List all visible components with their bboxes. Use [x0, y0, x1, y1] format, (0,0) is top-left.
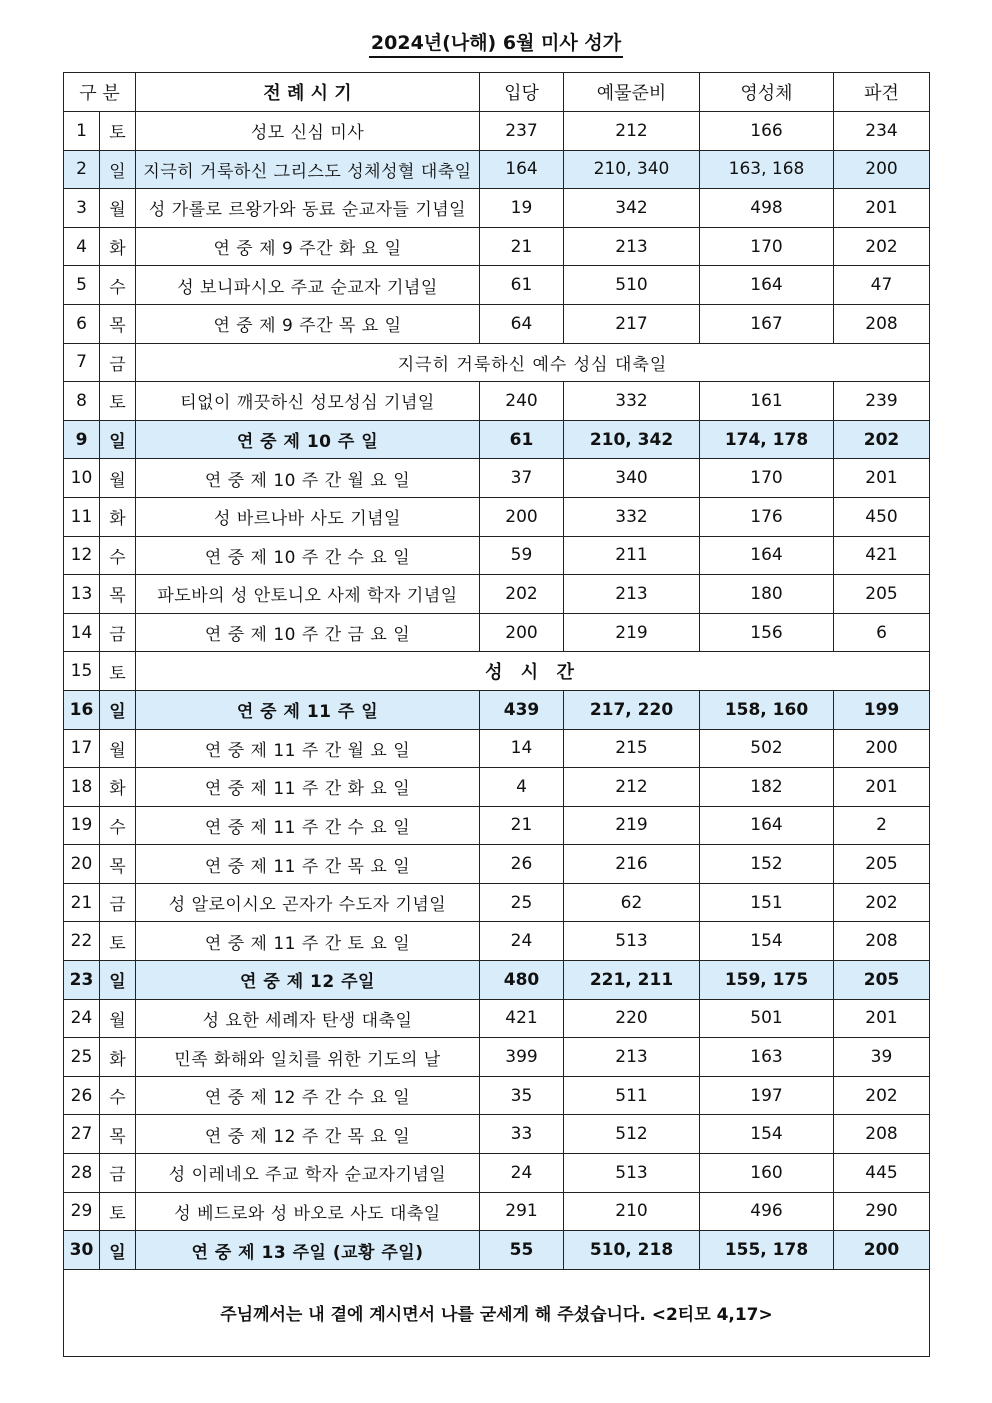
table-row: [64, 1192, 930, 1231]
table-row: [64, 266, 930, 305]
weekday-cell: 수: [100, 266, 136, 305]
offertory-cell: 342: [564, 189, 700, 228]
liturgy-cell: 성 요한 세례자 탄생 대축일: [136, 999, 480, 1038]
liturgy-cell: 민족 화해와 일치를 위한 기도의 날: [136, 1038, 480, 1077]
table-row: [64, 768, 930, 807]
offertory-cell: 510, 218: [564, 1231, 700, 1270]
dismissal-cell: 47: [834, 266, 930, 305]
entrance-cell: 24: [480, 1154, 564, 1193]
weekday-cell: 일: [100, 1231, 136, 1270]
dismissal-cell: 202: [834, 227, 930, 266]
day-cell: 14: [64, 613, 100, 652]
entrance-cell: 200: [480, 497, 564, 536]
day-cell: 15: [64, 652, 100, 691]
liturgy-cell: 성모 신심 미사: [136, 112, 480, 151]
day-cell: 10: [64, 459, 100, 498]
header-row: [64, 73, 930, 112]
entrance-cell: 21: [480, 806, 564, 845]
entrance-cell: 35: [480, 1076, 564, 1115]
liturgy-cell: 연 중 제 10 주 간 수 요 일: [136, 536, 480, 575]
weekday-cell: 토: [100, 382, 136, 421]
table-row: [64, 652, 930, 691]
day-cell: 1: [64, 112, 100, 151]
dismissal-cell: 445: [834, 1154, 930, 1193]
entrance-cell: 26: [480, 845, 564, 884]
day-cell: 8: [64, 382, 100, 421]
dismissal-cell: 205: [834, 845, 930, 884]
offertory-cell: 332: [564, 382, 700, 421]
liturgy-cell: 성 바르나바 사도 기념일: [136, 497, 480, 536]
communion-cell: 167: [700, 304, 834, 343]
day-cell: 5: [64, 266, 100, 305]
communion-cell: 496: [700, 1192, 834, 1231]
communion-cell: 176: [700, 497, 834, 536]
header-liturgy: 전 례 시 기: [136, 73, 480, 112]
table-row: [64, 189, 930, 228]
day-cell: 25: [64, 1038, 100, 1077]
communion-cell: 174, 178: [700, 420, 834, 459]
weekday-cell: 금: [100, 343, 136, 382]
weekday-cell: 금: [100, 883, 136, 922]
day-cell: 26: [64, 1076, 100, 1115]
offertory-cell: 511: [564, 1076, 700, 1115]
communion-cell: 159, 175: [700, 961, 834, 1000]
communion-cell: 502: [700, 729, 834, 768]
liturgy-cell: 연 중 제 11 주 간 목 요 일: [136, 845, 480, 884]
day-cell: 27: [64, 1115, 100, 1154]
table-row: [64, 150, 930, 189]
table-row: [64, 382, 930, 421]
header-entrance: 입당: [480, 73, 564, 112]
dismissal-cell: 202: [834, 883, 930, 922]
entrance-cell: 439: [480, 690, 564, 729]
dismissal-cell: 39: [834, 1038, 930, 1077]
dismissal-cell: 205: [834, 961, 930, 1000]
communion-cell: 154: [700, 1115, 834, 1154]
weekday-cell: 일: [100, 150, 136, 189]
dismissal-cell: 201: [834, 999, 930, 1038]
communion-cell: 154: [700, 922, 834, 961]
day-cell: 23: [64, 961, 100, 1000]
liturgy-cell: 연 중 제 13 주일 (교황 주일): [136, 1231, 480, 1270]
entrance-cell: 37: [480, 459, 564, 498]
table-row: [64, 304, 930, 343]
communion-cell: 501: [700, 999, 834, 1038]
table-row: [64, 227, 930, 266]
liturgy-cell: 연 중 제 11 주 간 수 요 일: [136, 806, 480, 845]
offertory-cell: 219: [564, 806, 700, 845]
table-row: [64, 536, 930, 575]
weekday-cell: 금: [100, 613, 136, 652]
offertory-cell: 213: [564, 227, 700, 266]
weekday-cell: 토: [100, 1192, 136, 1231]
offertory-cell: 213: [564, 1038, 700, 1077]
table-row: [64, 883, 930, 922]
offertory-cell: 210: [564, 1192, 700, 1231]
day-cell: 19: [64, 806, 100, 845]
dismissal-cell: 239: [834, 382, 930, 421]
communion-cell: 163, 168: [700, 150, 834, 189]
day-cell: 30: [64, 1231, 100, 1270]
communion-cell: 197: [700, 1076, 834, 1115]
dismissal-cell: 421: [834, 536, 930, 575]
dismissal-cell: 208: [834, 304, 930, 343]
table-row: [64, 112, 930, 151]
day-cell: 13: [64, 575, 100, 614]
weekday-cell: 목: [100, 1115, 136, 1154]
liturgy-cell: 성 이레네오 주교 학자 순교자기념일: [136, 1154, 480, 1193]
liturgy-cell: 성 알로이시오 곤자가 수도자 기념일: [136, 883, 480, 922]
entrance-cell: 240: [480, 382, 564, 421]
communion-cell: 152: [700, 845, 834, 884]
weekday-cell: 월: [100, 999, 136, 1038]
dismissal-cell: 6: [834, 613, 930, 652]
communion-cell: 163: [700, 1038, 834, 1077]
entrance-cell: 55: [480, 1231, 564, 1270]
page-title: [0, 28, 992, 55]
page-title-text: 2024년(나해) 6월 미사 성가: [369, 32, 623, 58]
offertory-cell: 215: [564, 729, 700, 768]
entrance-cell: 25: [480, 883, 564, 922]
weekday-cell: 화: [100, 497, 136, 536]
table-row: [64, 420, 930, 459]
day-cell: 9: [64, 420, 100, 459]
liturgy-cell: 연 중 제 11 주 간 토 요 일: [136, 922, 480, 961]
table-row: [64, 497, 930, 536]
table-row: [64, 575, 930, 614]
table-row: [64, 806, 930, 845]
dismissal-cell: 199: [834, 690, 930, 729]
entrance-cell: 14: [480, 729, 564, 768]
dismissal-cell: 234: [834, 112, 930, 151]
weekday-cell: 목: [100, 845, 136, 884]
offertory-cell: 513: [564, 1154, 700, 1193]
dismissal-cell: 205: [834, 575, 930, 614]
dismissal-cell: 202: [834, 1076, 930, 1115]
liturgy-cell: 연 중 제 11 주 간 화 요 일: [136, 768, 480, 807]
communion-cell: 166: [700, 112, 834, 151]
liturgy-cell: 연 중 제 10 주 간 월 요 일: [136, 459, 480, 498]
entrance-cell: 200: [480, 613, 564, 652]
weekday-cell: 화: [100, 768, 136, 807]
day-cell: 7: [64, 343, 100, 382]
weekday-cell: 토: [100, 652, 136, 691]
table-row: [64, 1115, 930, 1154]
table-row: [64, 690, 930, 729]
dismissal-cell: 200: [834, 729, 930, 768]
communion-cell: 164: [700, 266, 834, 305]
day-cell: 3: [64, 189, 100, 228]
liturgy-cell: 성 보니파시오 주교 순교자 기념일: [136, 266, 480, 305]
footer-verse: 주님께서는 내 곁에 계시면서 나를 굳세게 해 주셨습니다. <2티모 4,17>: [64, 1269, 930, 1356]
entrance-cell: 24: [480, 922, 564, 961]
offertory-cell: 332: [564, 497, 700, 536]
offertory-cell: 340: [564, 459, 700, 498]
hymn-schedule-table: [63, 72, 930, 1357]
table-row: [64, 613, 930, 652]
communion-cell: 158, 160: [700, 690, 834, 729]
dismissal-cell: 208: [834, 1115, 930, 1154]
day-cell: 20: [64, 845, 100, 884]
offertory-cell: 221, 211: [564, 961, 700, 1000]
table-row: [64, 961, 930, 1000]
day-cell: 29: [64, 1192, 100, 1231]
liturgy-cell: 연 중 제 12 주 간 목 요 일: [136, 1115, 480, 1154]
dismissal-cell: 450: [834, 497, 930, 536]
day-cell: 11: [64, 497, 100, 536]
weekday-cell: 토: [100, 922, 136, 961]
day-cell: 2: [64, 150, 100, 189]
table-row: [64, 1154, 930, 1193]
offertory-cell: 210, 342: [564, 420, 700, 459]
table-row: [64, 1038, 930, 1077]
entrance-cell: 64: [480, 304, 564, 343]
day-cell: 28: [64, 1154, 100, 1193]
day-cell: 6: [64, 304, 100, 343]
dismissal-cell: 290: [834, 1192, 930, 1231]
communion-cell: 164: [700, 536, 834, 575]
offertory-cell: 510: [564, 266, 700, 305]
liturgy-cell: 파도바의 성 안토니오 사제 학자 기념일: [136, 575, 480, 614]
liturgy-cell: 티없이 깨끗하신 성모성심 기념일: [136, 382, 480, 421]
table-row: [64, 845, 930, 884]
weekday-cell: 일: [100, 961, 136, 1000]
table-row: [64, 999, 930, 1038]
dismissal-cell: 2: [834, 806, 930, 845]
offertory-cell: 213: [564, 575, 700, 614]
liturgy-cell: 성 베드로와 성 바오로 사도 대축일: [136, 1192, 480, 1231]
liturgy-cell: 연 중 제 10 주 일: [136, 420, 480, 459]
offertory-cell: 211: [564, 536, 700, 575]
communion-cell: 151: [700, 883, 834, 922]
entrance-cell: 61: [480, 420, 564, 459]
weekday-cell: 토: [100, 112, 136, 151]
communion-cell: 170: [700, 459, 834, 498]
weekday-cell: 수: [100, 1076, 136, 1115]
liturgy-cell: 연 중 제 9 주간 목 요 일: [136, 304, 480, 343]
weekday-cell: 목: [100, 304, 136, 343]
entrance-cell: 480: [480, 961, 564, 1000]
entrance-cell: 164: [480, 150, 564, 189]
communion-cell: 164: [700, 806, 834, 845]
weekday-cell: 목: [100, 575, 136, 614]
dismissal-cell: 200: [834, 150, 930, 189]
dismissal-cell: 201: [834, 768, 930, 807]
day-cell: 24: [64, 999, 100, 1038]
liturgy-cell: 연 중 제 11 주 간 월 요 일: [136, 729, 480, 768]
entrance-cell: 4: [480, 768, 564, 807]
weekday-cell: 금: [100, 1154, 136, 1193]
offertory-cell: 220: [564, 999, 700, 1038]
weekday-cell: 월: [100, 459, 136, 498]
offertory-cell: 513: [564, 922, 700, 961]
offertory-cell: 512: [564, 1115, 700, 1154]
communion-cell: 170: [700, 227, 834, 266]
table-row: [64, 343, 930, 382]
day-cell: 21: [64, 883, 100, 922]
liturgy-cell: 연 중 제 10 주 간 금 요 일: [136, 613, 480, 652]
day-cell: 12: [64, 536, 100, 575]
offertory-cell: 217, 220: [564, 690, 700, 729]
dismissal-cell: 200: [834, 1231, 930, 1270]
offertory-cell: 212: [564, 768, 700, 807]
span-cell: 성 시 간: [136, 652, 930, 691]
span-cell: 지극히 거룩하신 예수 성심 대축일: [136, 343, 930, 382]
entrance-cell: 19: [480, 189, 564, 228]
dismissal-cell: 202: [834, 420, 930, 459]
communion-cell: 156: [700, 613, 834, 652]
weekday-cell: 수: [100, 806, 136, 845]
table-row: [64, 1231, 930, 1270]
offertory-cell: 217: [564, 304, 700, 343]
entrance-cell: 59: [480, 536, 564, 575]
day-cell: 17: [64, 729, 100, 768]
communion-cell: 161: [700, 382, 834, 421]
communion-cell: 498: [700, 189, 834, 228]
weekday-cell: 수: [100, 536, 136, 575]
table-row: [64, 459, 930, 498]
liturgy-cell: 성 가롤로 르왕가와 동료 순교자들 기념일: [136, 189, 480, 228]
entrance-cell: 291: [480, 1192, 564, 1231]
weekday-cell: 월: [100, 189, 136, 228]
entrance-cell: 237: [480, 112, 564, 151]
day-cell: 4: [64, 227, 100, 266]
weekday-cell: 일: [100, 420, 136, 459]
entrance-cell: 399: [480, 1038, 564, 1077]
table-row: [64, 922, 930, 961]
header-category: 구 분: [64, 73, 136, 112]
entrance-cell: 61: [480, 266, 564, 305]
dismissal-cell: 201: [834, 459, 930, 498]
communion-cell: 182: [700, 768, 834, 807]
communion-cell: 160: [700, 1154, 834, 1193]
offertory-cell: 219: [564, 613, 700, 652]
liturgy-cell: 연 중 제 9 주간 화 요 일: [136, 227, 480, 266]
header-communion: 영성체: [700, 73, 834, 112]
table-row: [64, 1076, 930, 1115]
entrance-cell: 33: [480, 1115, 564, 1154]
weekday-cell: 월: [100, 729, 136, 768]
offertory-cell: 210, 340: [564, 150, 700, 189]
weekday-cell: 화: [100, 1038, 136, 1077]
header-offertory: 예물준비: [564, 73, 700, 112]
day-cell: 18: [64, 768, 100, 807]
day-cell: 16: [64, 690, 100, 729]
table-row: [64, 729, 930, 768]
weekday-cell: 일: [100, 690, 136, 729]
offertory-cell: 216: [564, 845, 700, 884]
liturgy-cell: 연 중 제 11 주 일: [136, 690, 480, 729]
offertory-cell: 212: [564, 112, 700, 151]
entrance-cell: 202: [480, 575, 564, 614]
liturgy-cell: 연 중 제 12 주일: [136, 961, 480, 1000]
communion-cell: 155, 178: [700, 1231, 834, 1270]
entrance-cell: 421: [480, 999, 564, 1038]
communion-cell: 180: [700, 575, 834, 614]
offertory-cell: 62: [564, 883, 700, 922]
day-cell: 22: [64, 922, 100, 961]
header-dismissal: 파견: [834, 73, 930, 112]
dismissal-cell: 208: [834, 922, 930, 961]
liturgy-cell: 연 중 제 12 주 간 수 요 일: [136, 1076, 480, 1115]
entrance-cell: 21: [480, 227, 564, 266]
weekday-cell: 화: [100, 227, 136, 266]
dismissal-cell: 201: [834, 189, 930, 228]
liturgy-cell: 지극히 거룩하신 그리스도 성체성혈 대축일: [136, 150, 480, 189]
